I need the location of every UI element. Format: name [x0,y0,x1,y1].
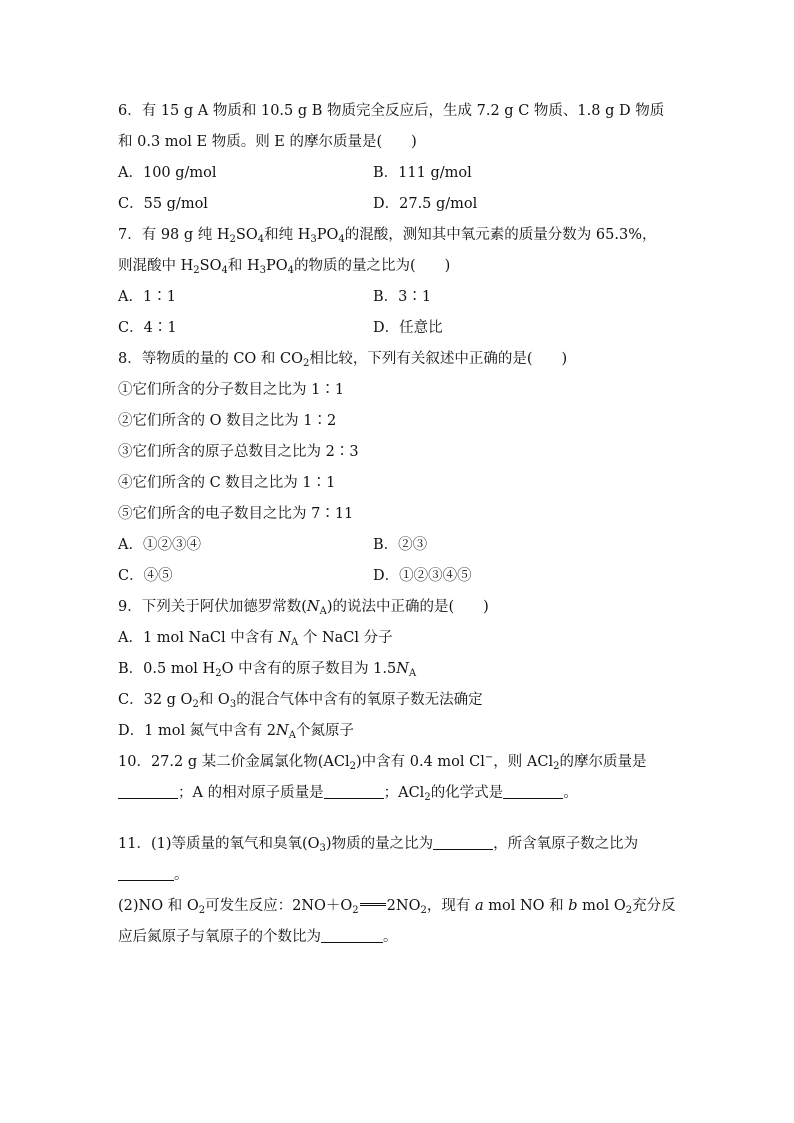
q10-blank-1[interactable] [118,782,178,799]
q10-stem-line1: 10．27.2 g 某二价金属氯化物(ACl$_2$)中含有 0.4 mol Cl−，则 ACl$_2$的摩尔质量是 [118,752,647,772]
q9-stem: 9．下列关于阿伏加德罗常数$(N_A)$的说法中正确的是( ) [118,599,489,617]
equals-sign [360,894,386,906]
q8-option-b: B．②③ [373,537,428,553]
q11-blank-3[interactable] [321,926,383,943]
q8-statement-2: ②它们所含的 O 数目之比为 1∶2 [118,413,337,429]
q7-stem-line2: 则混酸中 $H_2SO_4$和 $H_3PO_4$的物质的量之比为( ) [118,258,451,276]
q8-option-d: D．①②③④⑤ [373,568,472,584]
q6-option-a: A．100 g/mol [118,165,217,181]
q10-blank-2[interactable] [324,782,384,799]
q7-options-ab [118,282,678,313]
q7-option-c: C．4∶1 [118,320,177,336]
worksheet [118,96,678,953]
q9-option-c: C．32 g $O_2$和 $O_3$的混合气体中含有的氧原子数无法确定 [118,692,483,710]
q6-option-b: B．111 g/mol [373,165,472,181]
q8-statement-5: ⑤它们所含的电子数目之比为 7∶11 [118,506,354,522]
q9-option-a: A．1 mol NaCl 中含有 $N_A$ 个 NaCl 分子 [118,630,393,648]
q11-part1-line2: 。 [118,860,678,891]
q7-options-cd [118,313,678,344]
q8-options-cd [118,561,678,592]
q7-option-a: A．1∶1 [118,289,176,305]
q6-stem-line2: 和 0.3 mol E 物质。则 E 的摩尔质量是( ) [118,134,417,150]
q10-blank-3[interactable] [503,782,563,799]
q6-options-cd [118,189,678,220]
q7-stem-line1: 7．有 98 g 纯 $H_2SO_4$和纯 $H_3PO_4$的混酸，测知其中氧元素的质量分数为 65.3%， [118,227,657,245]
q8-statement-1: ①它们所含的分子数目之比为 1∶1 [118,382,345,398]
q6-option-c: C．55 g/mol [118,196,208,212]
q11-blank-2[interactable] [118,864,174,881]
q11-part1-line1: 11．(1)等质量的氧气和臭氧$(O_3)$物质的量之比为 ，所含氧原子数之比为 [118,829,678,860]
q8-statement-4: ④它们所含的 C 数目之比为 1∶1 [118,475,336,491]
q6-stem-line1: 6．有 15 g A 物质和 10.5 g B 物质完全反应后，生成 7.2 g C 物质、1.8 g D 物质 [118,103,665,119]
q11-blank-1[interactable] [433,833,493,850]
q8-options-ab [118,530,678,561]
q8-stem: 8．等物质的量的 CO 和 $CO_2$相比较，下列有关叙述中正确的是( ) [118,351,568,369]
q10-stem-line2: ；A 的相对原子质量是 ；ACl$_2$的化学式是 。 [118,778,678,809]
q8-statement-3: ③它们所含的原子总数目之比为 2∶3 [118,444,359,460]
spacer [118,809,678,829]
q6-options-ab [118,158,678,189]
q9-option-b: B．0.5 mol $H_2O$ 中含有的原子数目为 $1.5N_A$ [118,661,417,679]
q7-option-d: D．任意比 [373,320,443,336]
q6-option-d: D．27.5 g/mol [373,196,478,212]
q8-option-c: C．④⑤ [118,568,173,584]
q11-part2-line1: (2)NO 和 $O_2$可发生反应：$2NO+O_2$ $2NO_2$，现有 a mol NO 和 b mol $O_2$充分反 [118,891,678,922]
q11-part2-line2: 应后氮原子与氧原子的个数比为 。 [118,922,678,953]
q9-option-d: D．1 mol 氮气中含有 $2N_A$个氮原子 [118,723,354,741]
q7-option-b: B．3∶1 [373,289,432,305]
q8-option-a: A．①②③④ [118,537,201,553]
